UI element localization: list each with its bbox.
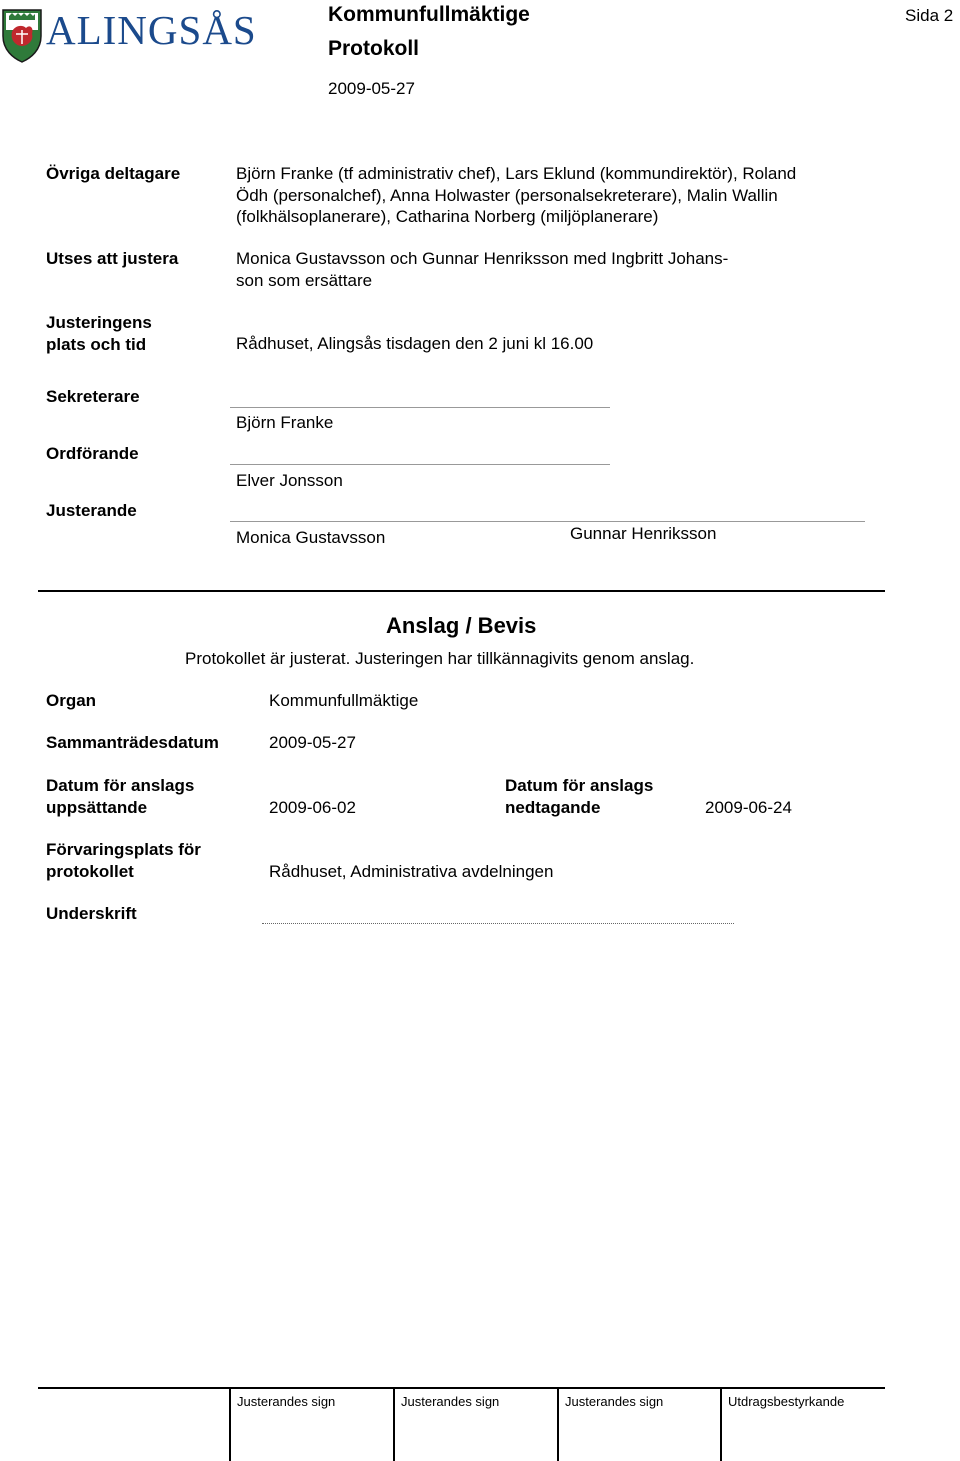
nedtagande-label-line: nedtagande — [505, 797, 601, 817]
plats-label-line: plats och tid — [46, 334, 147, 354]
uppsattande-label-line: uppsättande — [46, 797, 148, 817]
justera-line: Monica Gustavsson och Gunnar Henriksson med Ingbritt Johans- — [236, 249, 729, 268]
footer-cell-justerandes-sign: Justerandes sign — [401, 1394, 500, 1409]
organ-value: Kommunfullmäktige — [269, 691, 419, 710]
footer-cell-justerandes-sign: Justerandes sign — [565, 1394, 664, 1409]
nedtagande-label-line: Datum för anslags — [505, 776, 654, 795]
ovriga-line: Ödh (personalchef), Anna Holwaster (personalsekreterare), Malin Wallin — [236, 185, 778, 205]
signature-line — [230, 464, 610, 465]
justerande-label: Justerande — [46, 501, 137, 520]
footer-divider — [229, 1389, 231, 1461]
sekreterare-label: Sekreterare — [46, 387, 140, 406]
logo-text: ALINGSÅS — [46, 7, 257, 53]
ordforande-label: Ordförande — [46, 444, 139, 463]
organ-title: Kommunfullmäktige — [328, 3, 530, 26]
forvaring-label-line: protokollet — [46, 861, 134, 881]
footer-divider — [720, 1389, 722, 1461]
footer-cell-utdragsbestyrkande: Utdragsbestyrkande — [728, 1394, 845, 1409]
uppsattande-value: 2009-06-02 — [269, 798, 356, 817]
justeringens-plats-label — [46, 312, 152, 355]
forvaringsplats-value: Rådhuset, Administrativa avdelningen — [269, 862, 554, 881]
anslag-subtitle: Protokollet är justerat. Justeringen har tillkännagivits genom anslag. — [185, 649, 695, 668]
plats-label-line: Justeringens — [46, 313, 152, 332]
nedtagande-value: 2009-06-24 — [705, 798, 792, 817]
signature-line — [230, 407, 610, 408]
signature-line — [565, 521, 865, 522]
forvaringsplats-label — [46, 839, 201, 882]
anslag-title: Anslag / Bevis — [386, 613, 537, 638]
ovriga-line: (folkhälsoplanerare), Catharina Norberg (miljöplanerare) — [236, 207, 659, 226]
nedtagande-label — [505, 775, 653, 818]
uppsattande-label-line: Datum för anslags — [46, 776, 195, 795]
utses-att-justera-value — [236, 248, 728, 291]
sammantradesdatum-label: Sammanträdesdatum — [46, 733, 219, 752]
organ-label: Organ — [46, 691, 97, 710]
signature-line — [230, 521, 565, 522]
utses-att-justera-label: Utses att justera — [46, 249, 179, 268]
underskrift-line — [262, 923, 734, 924]
justeringens-plats-value: Rådhuset, Alingsås tisdagen den 2 juni kl 16.00 — [236, 334, 594, 353]
footer-cell-justerandes-sign: Justerandes sign — [237, 1394, 336, 1409]
sammantradesdatum-value: 2009-05-27 — [269, 733, 356, 752]
document-type: Protokoll — [328, 37, 420, 60]
page-number: Sida 2 — [905, 6, 954, 25]
coat-of-arms-icon — [0, 6, 44, 64]
ovriga-deltagare-value — [236, 163, 796, 228]
footer-top-line — [38, 1387, 885, 1389]
underskrift-label: Underskrift — [46, 904, 137, 923]
section-divider — [38, 590, 885, 592]
meeting-date: 2009-05-27 — [328, 79, 415, 98]
municipality-logo — [0, 6, 255, 64]
footer-divider — [557, 1389, 559, 1461]
ovriga-deltagare-label: Övriga deltagare — [46, 164, 181, 183]
uppsattande-label — [46, 775, 194, 818]
justerande-name-2: Gunnar Henriksson — [570, 524, 717, 543]
sekreterare-name: Björn Franke — [236, 413, 334, 432]
justerande-name-1: Monica Gustavsson — [236, 528, 386, 547]
forvaring-label-line: Förvaringsplats för — [46, 840, 201, 859]
justera-line: son som ersättare — [236, 270, 373, 290]
footer-divider — [393, 1389, 395, 1461]
ordforande-name: Elver Jonsson — [236, 471, 343, 490]
ovriga-line: Björn Franke (tf administrativ chef), Lars Eklund (kommundirektör), Roland — [236, 164, 797, 183]
